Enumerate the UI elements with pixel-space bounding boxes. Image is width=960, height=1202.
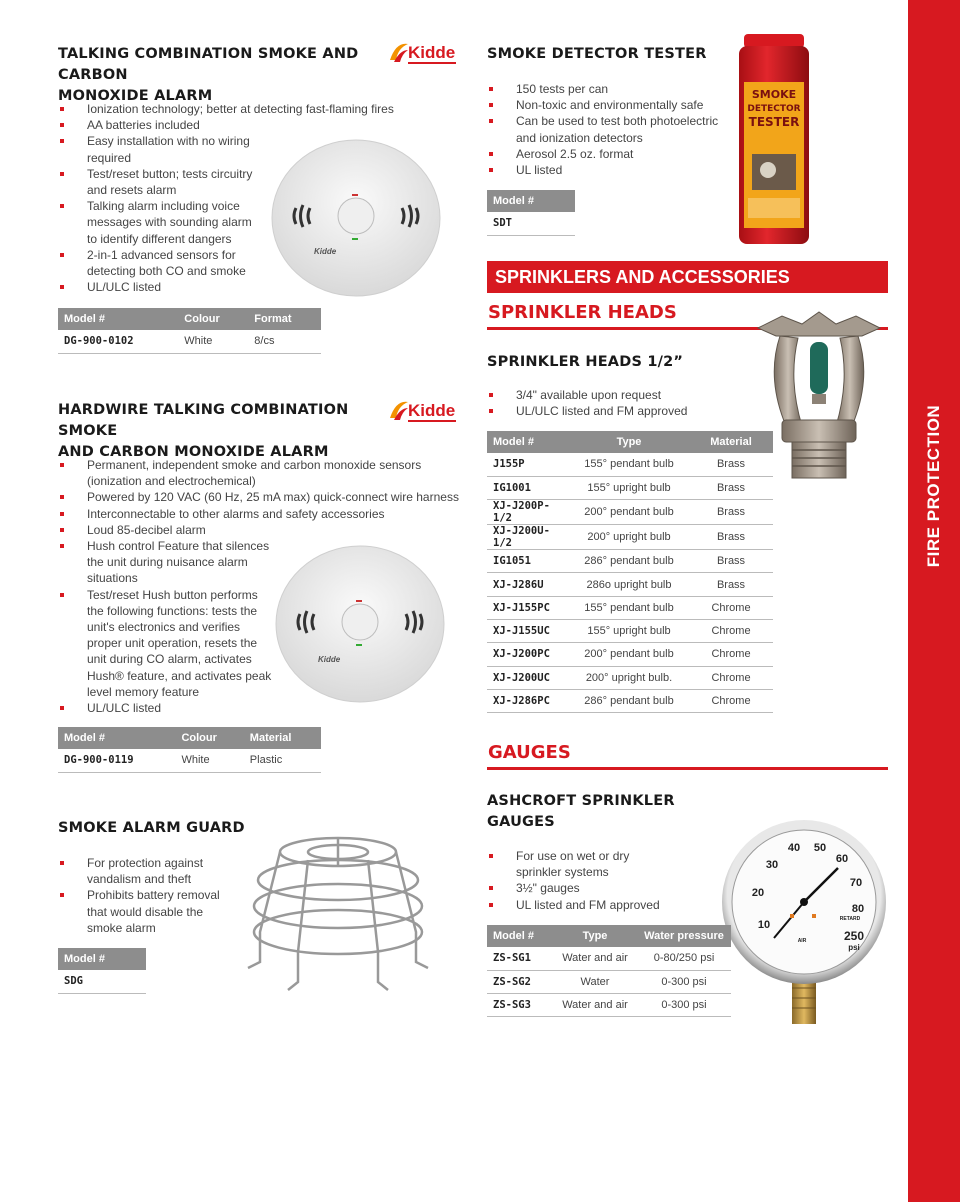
spec-table-sprinkler-heads [487, 431, 773, 713]
table-row: XJ-J200P-1/2 200° pendant bulb Brass [487, 500, 773, 525]
list-item: 3½" gauges [487, 880, 667, 896]
col-header: Model # [487, 925, 553, 947]
list-item: 2-in-1 advanced sensors for detecting both CO and smoke [58, 247, 263, 279]
list-item: Test/reset Hush button performs the following functions: tests the unit's electronics and verifies proper unit operation, resets the unit during CO alarm, activates Hush® feature, and activates peak level memory feature [58, 587, 276, 700]
col-header: Model # [487, 431, 569, 453]
svg-text:250: 250 [843, 929, 865, 943]
col-header: Water pressure [637, 925, 731, 947]
list-item: Hush control Feature that silences the unit during nuisance alarm situations [58, 538, 276, 587]
table-row: J155P 155° pendant bulb Brass [487, 453, 773, 476]
svg-text:20: 20 [751, 887, 765, 899]
svg-text:TESTER: TESTER [748, 115, 800, 129]
col-header: Model # [58, 948, 146, 970]
list-item: Talking alarm including voice messages with sounding alarm to identify different dangers [58, 198, 263, 247]
list-item: UL listed [487, 162, 727, 178]
section-header-sprinkler-heads: SPRINKLER HEADS [488, 302, 677, 323]
svg-text:30: 30 [765, 859, 779, 871]
list-item: Ionization technology; better at detecting fast-flaming fires [58, 101, 458, 117]
spec-table-alarm-guard [58, 948, 146, 994]
table-row: XJ-J200PC 200° pendant bulb Chrome [487, 643, 773, 666]
list-item: UL/ULC listed [58, 700, 478, 716]
list-item: UL listed and FM approved [487, 897, 667, 913]
bullets-alarm-guard [58, 855, 238, 936]
list-item: Interconnectable to other alarms and safety accessories [58, 506, 478, 522]
spec-table-talking-combo [58, 308, 321, 354]
list-item: Can be used to test both photoelectric and ionization detectors [487, 113, 727, 145]
table-row: XJ-J286PC 286° pendant bulb Chrome [487, 689, 773, 712]
list-item: 3/4" available upon request [487, 387, 747, 403]
svg-text:AIR: AIR [797, 938, 807, 944]
col-header: Colour [175, 727, 243, 749]
table-row: DG-900-0119 White Plastic [58, 749, 321, 772]
table-row: XJ-J155PC 155° pendant bulb Chrome [487, 596, 773, 619]
svg-text:RETARD: RETARD [839, 916, 861, 922]
table-row: IG1051 286° pendant bulb Brass [487, 550, 773, 573]
col-header: Model # [58, 727, 175, 749]
table-row: XJ-J200U-1/2 200° upright bulb Brass [487, 525, 773, 550]
svg-text:50: 50 [813, 842, 827, 854]
bullets-sprinkler-gauges [487, 848, 667, 913]
list-item: UL/ULC listed [58, 279, 263, 295]
svg-text:Kidde: Kidde [318, 655, 341, 664]
table-row: ZS-SG3 Water and air 0-300 psi [487, 994, 731, 1017]
svg-text:Kidde: Kidde [408, 43, 456, 62]
col-header: Colour [178, 308, 248, 330]
smoke-alarm-image [270, 138, 442, 298]
tester-can-image [738, 34, 810, 248]
svg-text:Kidde: Kidde [314, 247, 337, 256]
svg-text:psi: psi [848, 943, 860, 952]
col-header: Material [244, 727, 321, 749]
product-title-detector-tester: SMOKE DETECTOR TESTER [487, 46, 707, 62]
col-header: Type [553, 925, 637, 947]
col-header: Model # [487, 190, 575, 212]
table-row: SDT [487, 212, 575, 235]
section-header-gauges: GAUGES [488, 742, 571, 763]
spec-table-hardwire-combo [58, 727, 321, 773]
table-row: XJ-J155UC 155° upright bulb Chrome [487, 619, 773, 642]
section-band-sprinklers: SPRINKLERS AND ACCESSORIES [487, 261, 888, 293]
col-header: Type [569, 431, 689, 453]
list-item: Loud 85-decibel alarm [58, 522, 478, 538]
col-header: Model # [58, 308, 178, 330]
kidde-logo [386, 396, 458, 426]
list-item: Prohibits battery removal that would disable the smoke alarm [58, 887, 238, 936]
spec-table-sprinkler-gauges [487, 925, 731, 1017]
side-tab-bar [908, 0, 960, 1202]
svg-text:60: 60 [835, 853, 849, 865]
list-item: Permanent, independent smoke and carbon monoxide sensors (ionization and electrochemical) [58, 457, 458, 489]
list-item: Non-toxic and environmentally safe [487, 97, 727, 113]
table-row: XJ-J200UC 200° upright bulb. Chrome [487, 666, 773, 689]
svg-text:10: 10 [757, 919, 771, 931]
col-header: Format [248, 308, 321, 330]
list-item: AA batteries included [58, 117, 263, 133]
list-item: Powered by 120 VAC (60 Hz, 25 mA max) quick-connect wire harness [58, 489, 478, 505]
table-row: XJ-J286U 286o upright bulb Brass [487, 573, 773, 596]
svg-text:40: 40 [787, 842, 801, 854]
kidde-logo [386, 38, 458, 68]
product-title-sprinkler-heads: SPRINKLER HEADS 1/2” [487, 354, 684, 370]
table-row: ZS-SG1 Water and air 0-80/250 psi [487, 947, 731, 970]
smoke-alarm-image [274, 542, 446, 704]
alarm-guard-image [238, 822, 438, 1000]
bullets-sprinkler-heads [487, 387, 747, 419]
svg-text:80: 80 [851, 903, 865, 915]
table-row: ZS-SG2 Water 0-300 psi [487, 970, 731, 993]
svg-text:70: 70 [849, 877, 863, 889]
product-title-alarm-guard: SMOKE ALARM GUARD [58, 820, 245, 836]
product-title-sprinkler-gauges: ASHCROFT SPRINKLER GAUGES [487, 793, 675, 830]
svg-text:Kidde: Kidde [408, 401, 456, 420]
list-item: UL/ULC listed and FM approved [487, 403, 747, 419]
product-title-talking-combo: TALKING COMBINATION SMOKE AND CARBON MONOXIDE ALARM [58, 46, 359, 104]
table-row: IG1001 155° upright bulb Brass [487, 476, 773, 499]
side-tab-label: FIRE PROTECTION [924, 404, 943, 567]
svg-text:DETECTOR: DETECTOR [747, 104, 801, 114]
table-row: DG-900-0102 White 8/cs [58, 330, 321, 353]
pressure-gauge-image [720, 818, 888, 1026]
list-item: Test/reset button; tests circuitry and resets alarm [58, 166, 263, 198]
bullets-detector-tester [487, 81, 727, 178]
table-row: SDG [58, 970, 146, 993]
col-header: Material [689, 431, 773, 453]
spec-table-detector-tester [487, 190, 575, 236]
product-title-hardwire-combo: HARDWIRE TALKING COMBINATION SMOKE AND CARBON MONOXIDE ALARM [58, 402, 349, 460]
section-rule [487, 767, 888, 770]
list-item: Aerosol 2.5 oz. format [487, 146, 727, 162]
list-item: 150 tests per can [487, 81, 727, 97]
side-tab [908, 0, 960, 1202]
svg-text:SMOKE: SMOKE [751, 88, 797, 101]
list-item: For protection against vandalism and theft [58, 855, 238, 887]
list-item: Easy installation with no wiring required [58, 133, 263, 165]
list-item: For use on wet or dry sprinkler systems [487, 848, 667, 880]
